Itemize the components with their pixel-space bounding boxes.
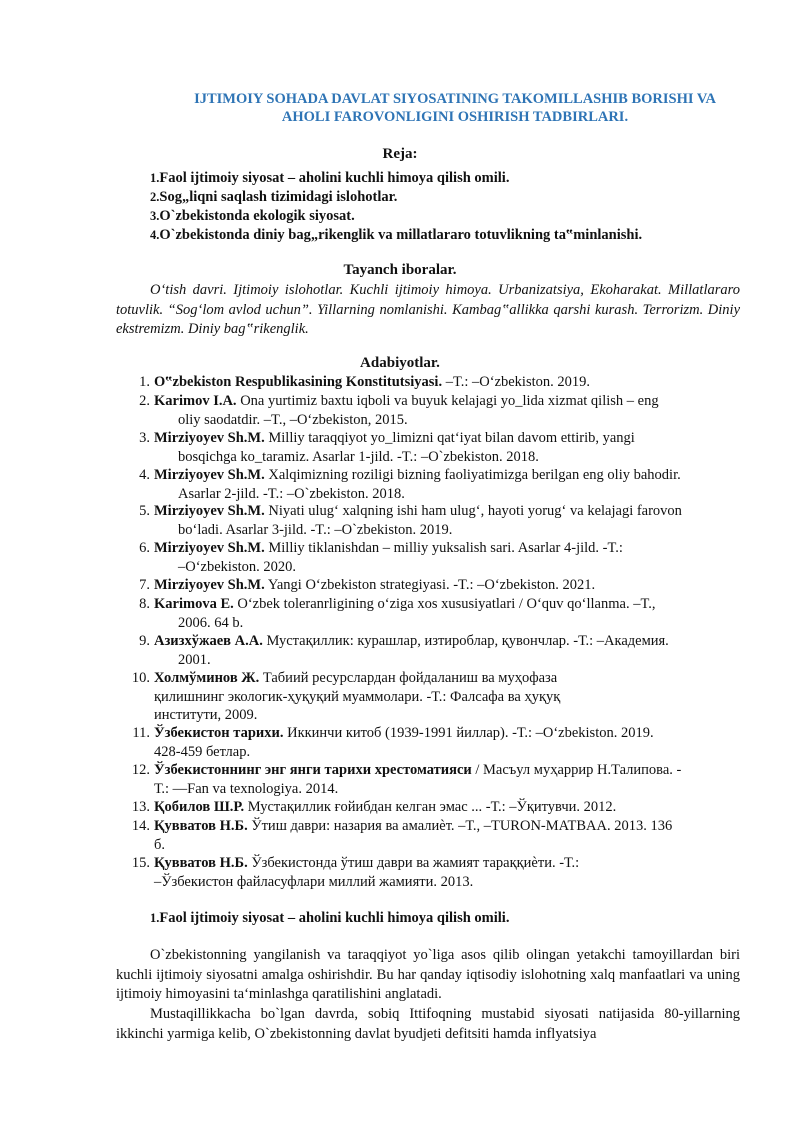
reference-item: 12. Ўзбекистоннинг энг янги тарихи хрестоматияси / Масъул муҳаррир Н.Талипова. - Т.: —Fan va texnologiya. 2014.	[131, 762, 682, 797]
reference-item: 10. Холмўминов Ж. Табиий ресурслардан фойдаланиш ва муҳофаза қилишнинг экологик-ҳуқуқий муаммолари. -Т.: Фалсафа ва ҳуқуқ институти, 2009.	[131, 670, 561, 723]
reference-item: 5. Mirziyoyev Sh.M. Niyati ulug‘ xalqning ishi ham ulug‘, hayoti yorug‘ va kelajagi farovon bo‘ladi. Asarlar 3-jild. -T.: –O`zbekiston. 2019.	[139, 503, 682, 538]
reference-item: 11. Ўзбекистон тарихи. Иккинчи китоб (1939-1991 йиллар). -Т.: –O‘zbekiston. 2019. 428-459 бетлар.	[132, 725, 654, 760]
section-paragraph-1: O`zbekistonning yangilanish va taraqqiyot yo`liga asos qilib olingan yetakchi tamoyillardan biri kuchli ijtimoiy siyosatni amalga oshirishdir. Bu har qanday iqtisodiy islohotning xalq manfaatlari va uning ijtimoiy himoyasini ta‘minlashga qaratilishini anglatadi.	[116, 947, 740, 1002]
adabiyotlar-heading: Adabiyotlar.	[360, 355, 440, 371]
plan-item-1: 1.Faol ijtimoiy siyosat – aholini kuchli himoya qilish omili.	[150, 170, 510, 186]
reja-heading: Reja:	[382, 146, 418, 162]
reference-item: 13. Қобилов Ш.Р. Мустақиллик ғойибдан келган эмас ... -Т.: –Ўқитувчи. 2012.	[131, 799, 617, 815]
reference-item: 6. Mirziyoyev Sh.M. Milliy tiklanishdan – milliy yuksalish sari. Asarlar 4-jild. -T.: –O‘zbekiston. 2020.	[139, 540, 623, 575]
reference-item: 1. O‟zbekiston Respublikasining Konstitutsiyasi. –T.: –O‘zbekiston. 2019.	[139, 374, 591, 390]
reference-item: 7. Mirziyoyev Sh.M. Yangi O‘zbekiston strategiyasi. -T.: –O‘zbekiston. 2021.	[139, 577, 596, 593]
document-title	[110, 90, 800, 126]
reference-item: 14. Қувватов Н.Б. Ўтиш даври: назария ва амалиѐт. –Т., –TURON-MATBAA. 2013. 136 б.	[131, 818, 673, 853]
reference-item: 2. Karimov I.A. Ona yurtimiz baxtu iqboli va buyuk kelajagi yo_lida xizmat qilish – eng oliy saodatdir. –T., –O‘zbekiston, 2015.	[139, 393, 659, 428]
plan-item-3: 3.O`zbekistonda ekologik siyosat.	[150, 208, 355, 224]
section-paragraph-2: Mustaqillikkacha bo`lgan davrda, sobiq Ittifoqning mustabid siyosati natijasida 80-yillarning ikkinchi yarmiga kelib, O`zbekistonning davlat byudjeti defitsiti hamda inflyatsiya	[116, 1006, 740, 1042]
reference-item: 8. Karimova E. O‘zbek toleranrligining o‘ziga xos xususiyatlari / O‘quv qo‘llanma. –T., 2006. 64 b.	[139, 596, 656, 631]
title-line-1: IJTIMOIY SOHADA DAVLAT SIYOSATINING TAKOMILLASHIB BORISHI VA	[194, 91, 716, 107]
reference-item: 3. Mirziyoyev Sh.M. Milliy taraqqiyot yo_limizni qat‘iyat bilan davom ettirib, yangi bosqichga ko_taramiz. Asarlar 1-jild. -T.: –O`zbekiston. 2018.	[139, 430, 635, 465]
plan-item-2: 2.Sog„liqni saqlash tizimidagi islohotlar.	[150, 189, 398, 205]
tayanch-heading: Tayanch iboralar.	[343, 262, 457, 278]
reference-item: 9. Азизхўжаев А.А. Мустақиллик: курашлар, изтироблар, қувончлар. -Т.: –Академия. 2001.	[139, 633, 669, 668]
plan-item-4: 4.O`zbekistonda diniy bag„rikenglik va millatlararo totuvlikning ta‟minlanishi.	[150, 227, 643, 243]
reference-item: 4. Mirziyoyev Sh.M. Xalqimizning roziligi bizning faoliyatimizga berilgan eng oliy bahodir. Asarlar 2-jild. -T.: –O`zbekiston. 2018.	[139, 467, 681, 502]
tayanch-text: O‘tish davri. Ijtimoiy islohotlar. Kuchli ijtimoiy himoya. Urbanizatsiya, Ekoharakat. Millatlararo totuvlik. “Sog‘lom avlod uchun”. Yillarning nomlanishi. Kambag‟allikka qarshi kurash. Terrorizm. Diniy ekstremizm. Diniy bag‟rikenglik.	[116, 282, 740, 337]
title-line-2: AHOLI FAROVONLIGINI OSHIRISH TADBIRLARI.	[281, 109, 629, 125]
section-heading: 1.Faol ijtimoiy siyosat – aholini kuchli himoya qilish omili.	[150, 910, 510, 926]
reference-item: 15. Қувватов Н.Б. Ўзбекистонда ўтиш даври ва жамият тараққиѐти. -Т.: –Ўзбекистон файласуфлари миллий жамияти. 2013.	[131, 855, 580, 890]
